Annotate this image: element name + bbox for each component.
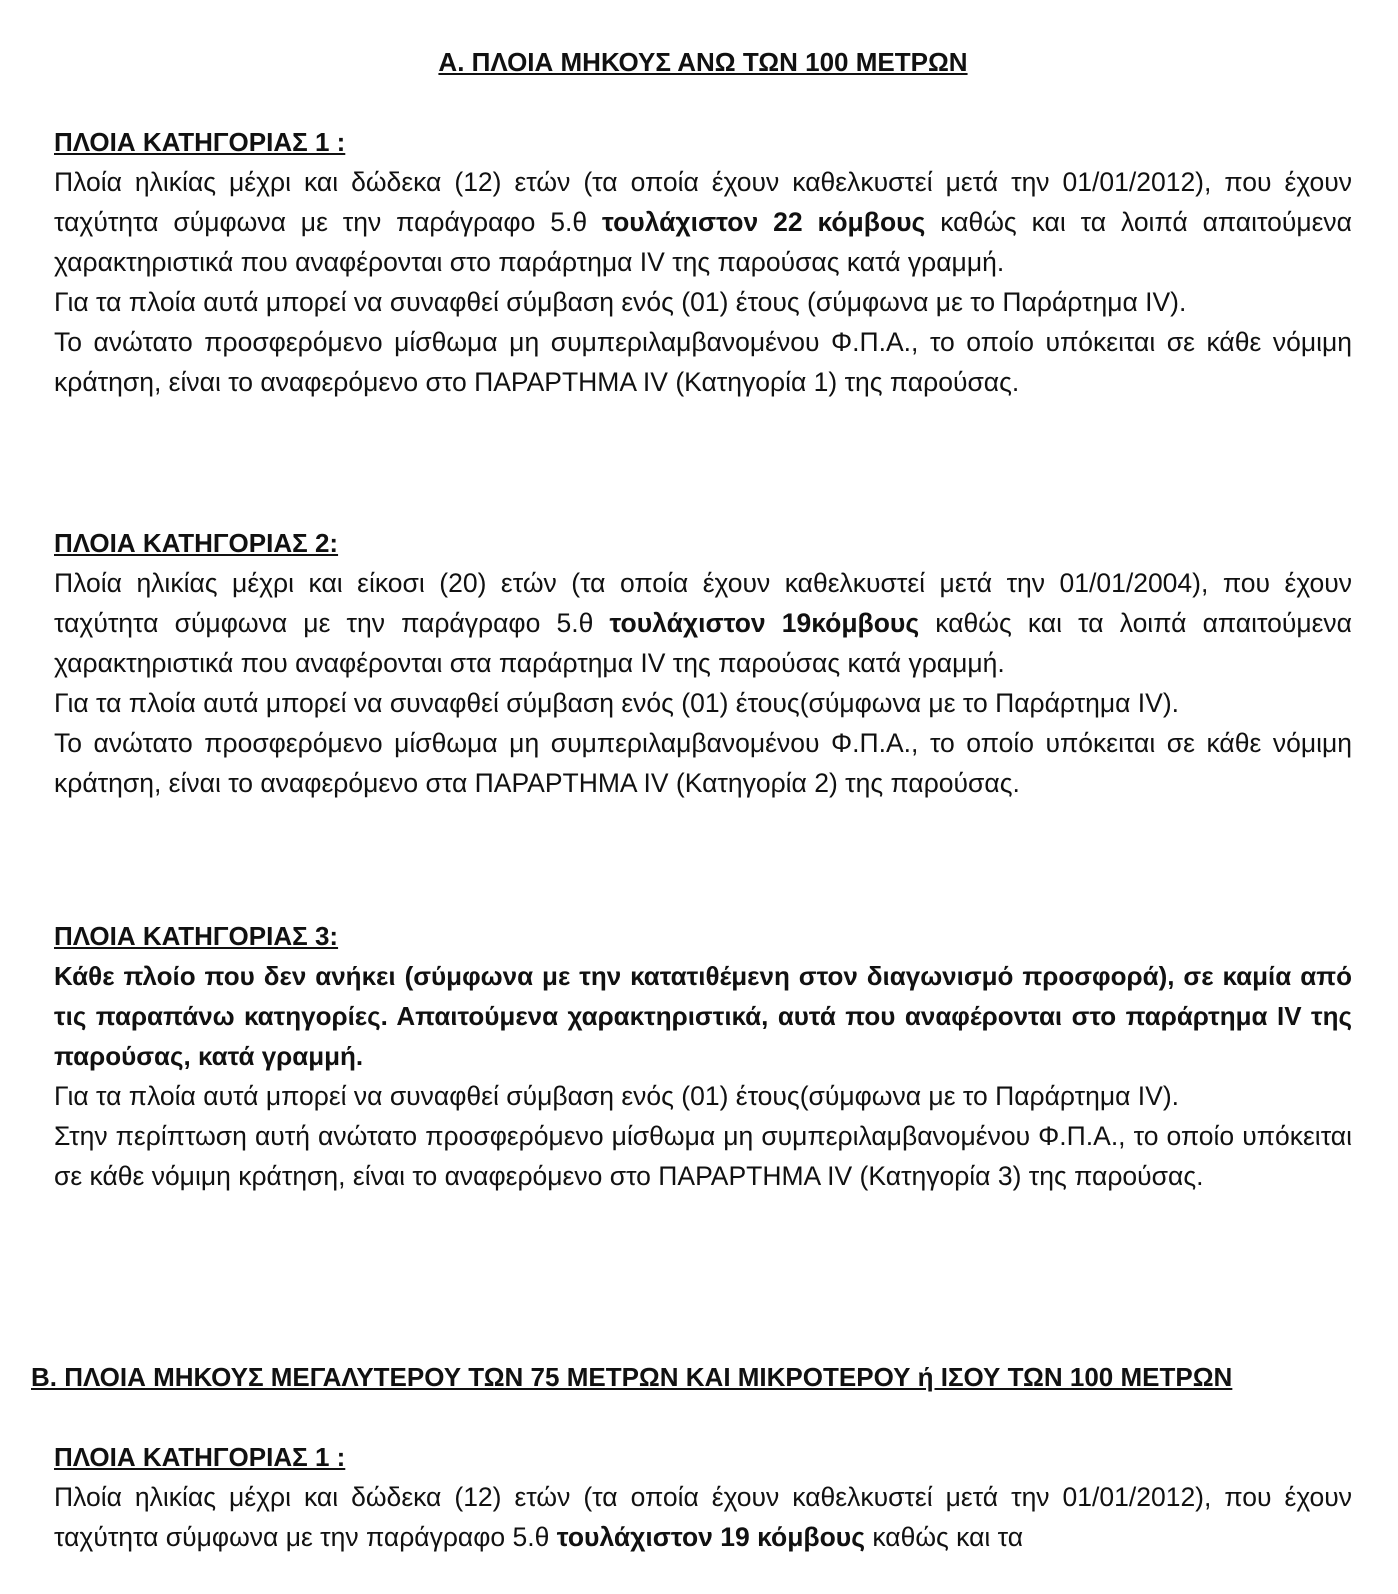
description-text: Πλοία ηλικίας μέχρι και είκοσι (20) ετών (τα οποία έχουν καθελκυστεί μετά την 01/01/2004), που έχουν ταχύτητα σύμφωνα με την παράγραφο 5.θ — [54, 568, 1352, 638]
description-text: Πλοία ηλικίας μέχρι και δώδεκα (12) ετών (τα οποία έχουν καθελκυστεί μετά την 01/01/2012), που έχουν ταχύτητα σύμφωνα με την παράγραφο 5.θ — [54, 1482, 1352, 1552]
section-a-category-1 — [54, 122, 1352, 402]
category-heading: ΠΛΟΙΑ ΚΑΤΗΓΟΡΙΑΣ 2: — [54, 528, 339, 558]
description-text-continued: καθώς και τα λοιπά απαιτούμενα χαρακτηριστικά που αναφέρονται στα παράρτημα IV της παρούσας κατά γραμμή. — [54, 608, 1352, 678]
category-description — [54, 162, 1352, 282]
section-a-title: Α. ΠΛΟΙΑ ΜΗΚΟΥΣ ΑΝΩ ΤΩΝ 100 ΜΕΤΡΩΝ — [438, 47, 968, 77]
category-heading: ΠΛΟΙΑ ΚΑΤΗΓΟΡΙΑΣ 3: — [54, 921, 339, 951]
description-text-continued: καθώς και τα λοιπά απαιτούμενα χαρακτηριστικά που αναφέρονται στο παράρτημα IV της παρούσας κατά γραμμή. — [54, 207, 1352, 277]
section-b-title: Β. ΠΛΟΙΑ ΜΗΚΟΥΣ ΜΕΓΑΛΥΤΕΡΟΥ ΤΩΝ 75 ΜΕΤΡΩΝ ΚΑΙ ΜΙΚΡΟΤΕΡΟΥ ή ΙΣΟΥ ΤΩΝ 100 ΜΕΤΡΩΝ — [31, 1362, 1233, 1392]
contract-duration-text: Για τα πλοία αυτά μπορεί να συναφθεί σύμβαση ενός (01) έτους (σύμφωνα με το Παράρτημα IV). — [54, 287, 1187, 317]
category-heading: ΠΛΟΙΑ ΚΑΤΗΓΟΡΙΑΣ 1 : — [54, 1442, 346, 1472]
category-description — [54, 563, 1352, 683]
max-rent-text: Το ανώτατο προσφερόμενο μίσθωμα μη συμπεριλαμβανομένου Φ.Π.Α., το οποίο υπόκειται σε κάθε νόμιμη κράτηση, είναι το αναφερόμενο στα ΠΑΡΑΡΤΗΜΑ IV (Κατηγορία 2) της παρούσας. — [54, 728, 1352, 798]
section-a-category-2 — [54, 523, 1352, 803]
contract-duration-text: Για τα πλοία αυτά μπορεί να συναφθεί σύμβαση ενός (01) έτους(σύμφωνα με το Παράρτημα IV). — [54, 688, 1180, 718]
max-rent-text: Στην περίπτωση αυτή ανώτατο προσφερόμενο μίσθωμα μη συμπεριλαμβανομένου Φ.Π.Α., το οποίο υπόκειται σε κάθε νόμιμη κράτηση, είναι το αναφερόμενο στο ΠΑΡΑΡΤΗΜΑ IV (Κατηγορία 3) της παρούσας. — [54, 1121, 1352, 1191]
section-b-category-1 — [54, 1437, 1352, 1557]
speed-requirement: τουλάχιστον 19κόμβους — [609, 608, 920, 638]
speed-requirement: τουλάχιστον 19 κόμβους — [556, 1522, 865, 1552]
speed-requirement: τουλάχιστον 22 κόμβους — [602, 207, 926, 237]
max-rent-text: Το ανώτατο προσφερόμενο μίσθωμα μη συμπεριλαμβανομένου Φ.Π.Α., το οποίο υπόκειται σε κάθε νόμιμη κράτηση, είναι το αναφερόμενο στο ΠΑΡΑΡΤΗΜΑ IV (Κατηγορία 1) της παρούσας. — [54, 327, 1352, 397]
category-heading: ΠΛΟΙΑ ΚΑΤΗΓΟΡΙΑΣ 1 : — [54, 127, 346, 157]
description-text-continued: καθώς και τα — [864, 1522, 1024, 1552]
category-description — [54, 1477, 1352, 1557]
category-description-bold: Κάθε πλοίο που δεν ανήκει (σύμφωνα με την κατατιθέμενη στον διαγωνισμό προσφορά), σε καμία από τις παραπάνω κατηγορίες. Απαιτούμενα χαρακτηριστικά, αυτά που αναφέρονται στο παράρτημα IV της παρούσας, κατά γραμμή. — [54, 961, 1352, 1071]
description-text: Πλοία ηλικίας μέχρι και δώδεκα (12) ετών (τα οποία έχουν καθελκυστεί μετά την 01/01/2012), που έχουν ταχύτητα σύμφωνα με την παράγραφο 5.θ — [54, 167, 1352, 237]
section-a-category-3 — [54, 916, 1352, 1196]
contract-duration-text: Για τα πλοία αυτά μπορεί να συναφθεί σύμβαση ενός (01) έτους(σύμφωνα με το Παράρτημα IV). — [54, 1081, 1180, 1111]
